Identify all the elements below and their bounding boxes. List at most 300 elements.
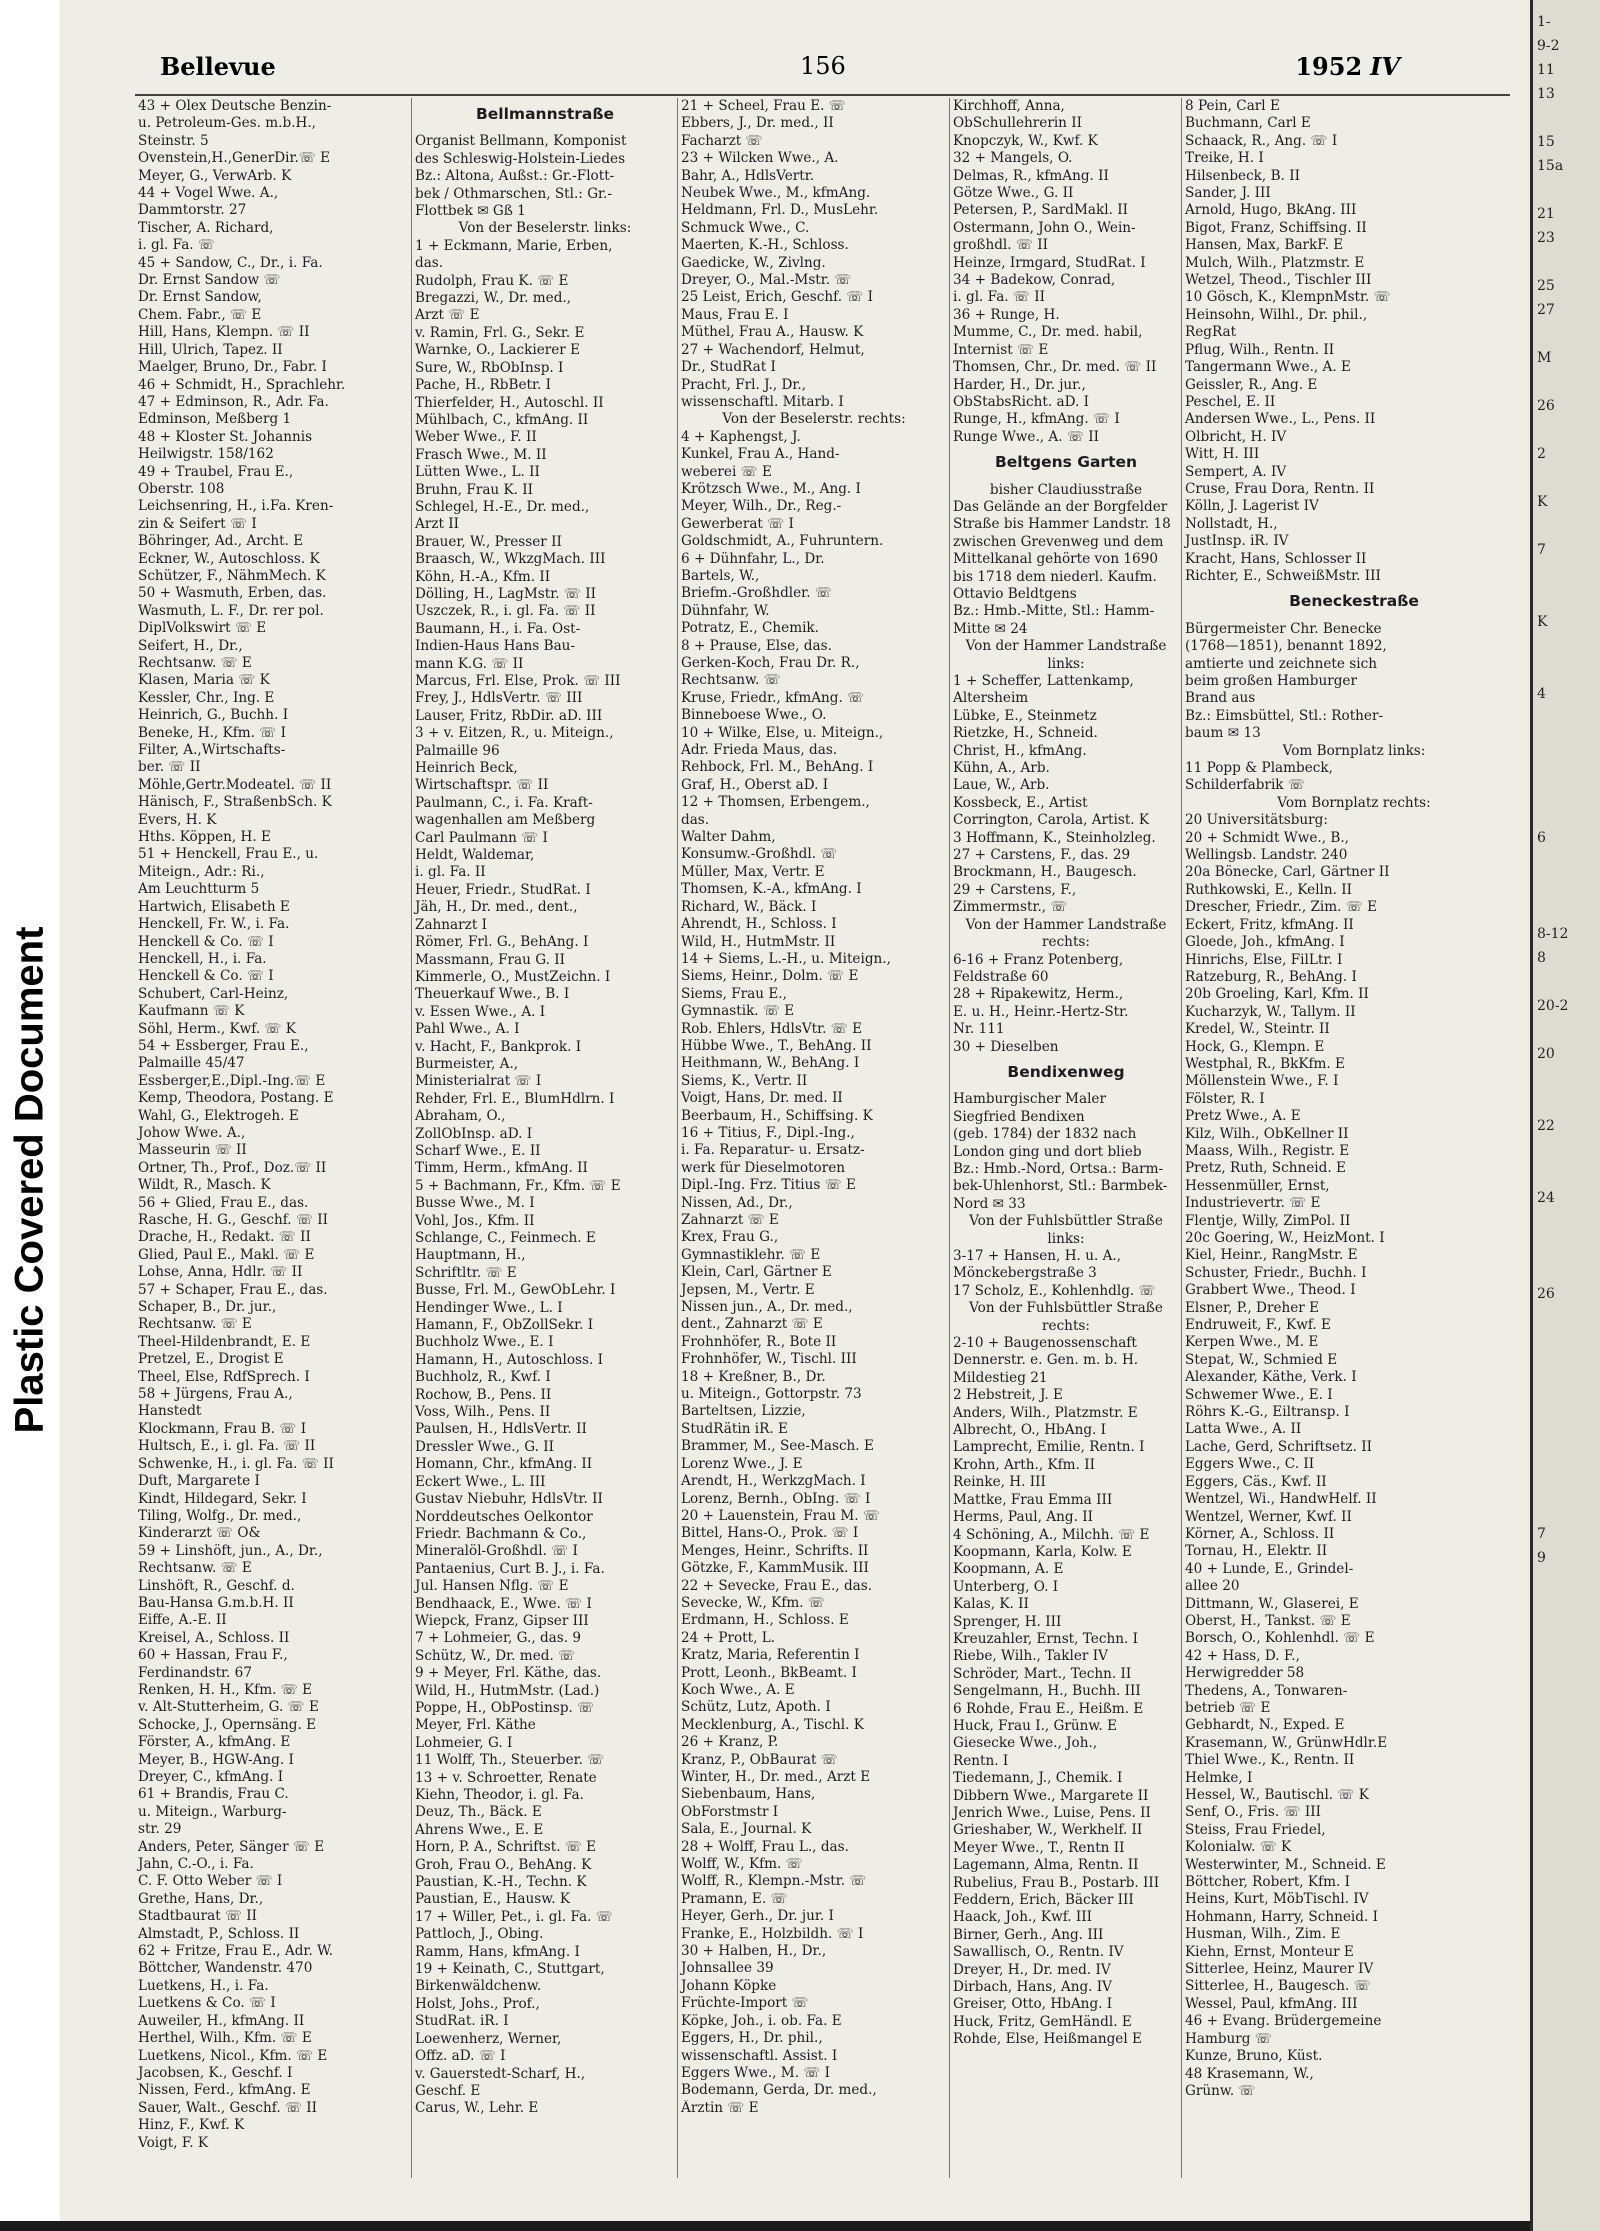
- margin-fragment: 7: [1537, 542, 1546, 558]
- street-heading: Beltgens Garten: [994, 454, 1138, 472]
- directory-entry: Arzt ☏ E: [415, 307, 480, 324]
- directory-entry: Luetkens & Co. ☏ I: [138, 1995, 276, 2012]
- directory-entry: Arnold, Hugo, BkAng. III: [1185, 202, 1357, 219]
- directory-entry: dent., Zahnarzt ☏ E: [681, 1316, 823, 1333]
- directory-entry: u. Miteign., Warburg-: [138, 1803, 287, 1820]
- directory-entry: 22 + Sevecke, Frau E., das.: [681, 1577, 873, 1594]
- directory-entry: Haack, Joh., Kwf. III: [953, 1909, 1092, 1926]
- directory-entry: Horn, P. A., Schriftst. ☏ E: [415, 1839, 597, 1856]
- directory-entry: Rietzke, H., Schneid.: [953, 725, 1098, 742]
- directory-entry: 3 Hoffmann, K., Steinholzleg.: [953, 829, 1156, 846]
- margin-fragment: [1533, 106, 1600, 130]
- directory-entry: 10 + Wilke, Else, u. Miteign.,: [681, 724, 884, 741]
- directory-entry: Harder, H., Dr. jur.,: [953, 376, 1086, 393]
- directory-entry: Kreuzahler, Ernst, Techn. I: [953, 1630, 1138, 1647]
- directory-entry: Walter Dahm,: [681, 829, 776, 846]
- directory-entry: 17 Scholz, E., Kohlenhdlg. ☏: [953, 1282, 1156, 1299]
- directory-entry: Jenrich Wwe., Luise, Pens. II: [953, 1805, 1151, 1821]
- directory-entry: Johow Wwe. A.,: [138, 1124, 246, 1141]
- directory-entry: Kirchhoff, Anna,: [953, 98, 1065, 114]
- directory-entry: Hths. Köppen, H. E: [138, 829, 271, 846]
- directory-entry: Bürgermeister Chr. Benecke: [1185, 620, 1382, 637]
- directory-entry: Miteign., Adr.: Ri.,: [138, 863, 265, 880]
- directory-entry: amtierte und zeichnete sich: [1185, 655, 1377, 672]
- directory-entry: Palmaille 45/47: [138, 1055, 245, 1072]
- directory-entry: Geissler, R., Ang. E: [1185, 376, 1318, 393]
- directory-entry: Reinke, H. III: [953, 1474, 1046, 1491]
- directory-entry: Kranz, P., ObBaurat ☏: [681, 1751, 838, 1768]
- directory-entry: Stepat, W., Schmied E: [1185, 1351, 1338, 1368]
- column-4: [949, 98, 1182, 2178]
- directory-entry: Henckell, H., i. Fa.: [138, 950, 267, 967]
- directory-entry: Grethe, Hans, Dr.,: [138, 1890, 264, 1907]
- directory-entry: rechts:: [1042, 934, 1090, 951]
- directory-entry: Ebbers, J., Dr. med., II: [681, 115, 834, 132]
- directory-entry: Rehder, Frl. E., BlumHdlrn. I: [415, 1090, 615, 1107]
- margin-fragment: [1533, 730, 1600, 754]
- directory-entry: Mecklenburg, A., Tischl. K: [681, 1716, 864, 1733]
- directory-entry: Huck, Frau I., Grünw. E: [953, 1717, 1118, 1734]
- directory-entry: Gloede, Joh., kfmAng. I: [1185, 934, 1345, 951]
- directory-entry: Möhle,Gertr.Modeatel. ☏ II: [138, 776, 332, 793]
- directory-entry: Steinstr. 5: [138, 132, 209, 149]
- directory-entry: Jul. Hansen Nflg. ☏ E: [415, 1578, 569, 1595]
- margin-fragment: 15: [1537, 134, 1555, 150]
- directory-entry: Prott, Leonh., BkBeamt. I: [681, 1664, 857, 1681]
- directory-entry: v. Hacht, F., Bankprok. I: [415, 1038, 582, 1055]
- directory-entry: 19 + Keinath, C., Stuttgart,: [415, 1961, 605, 1978]
- directory-entry: Ahrendt, H., Schloss. I: [681, 916, 837, 933]
- directory-entry: Cruse, Frau Dora, Rentn. II: [1185, 480, 1375, 497]
- directory-entry: Heuer, Friedr., StudRat. I: [415, 881, 591, 898]
- directory-entry: zin & Seifert ☏ I: [138, 515, 257, 532]
- directory-entry: v. Alt-Stutterheim, G. ☏ E: [138, 1699, 319, 1716]
- directory-entry: Goldschmidt, A., Fuhruntern.: [681, 533, 884, 550]
- directory-entry: Birkenwäldchenw.: [415, 1978, 542, 1995]
- directory-entry: Nord ✉ 33: [953, 1195, 1026, 1212]
- directory-entry: 4 + Kaphengst, J.: [681, 428, 801, 445]
- directory-entry: 5 + Bachmann, Fr., Kfm. ☏ E: [415, 1177, 621, 1194]
- margin-fragment: [1533, 970, 1600, 994]
- directory-entry: Vom Bornplatz links:: [1282, 742, 1426, 759]
- directory-entry: Barteltsen, Lizzie,: [681, 1403, 806, 1420]
- margin-fragment: [1533, 370, 1600, 394]
- directory-entry: Franke, E., Holzbildh. ☏ I: [681, 1925, 864, 1942]
- directory-entry: Hill, Ulrich, Tapez. II: [138, 341, 283, 358]
- directory-entry: Renken, H. H., Kfm. ☏ E: [138, 1681, 312, 1698]
- directory-entry: Auweiler, H., kfmAng. II: [138, 2012, 305, 2029]
- directory-entry: baum ✉ 13: [1185, 725, 1261, 742]
- directory-entry: 23 + Wilcken Wwe., A.: [681, 150, 839, 167]
- directory-entry: Meyer, B., HGW-Ang. I: [138, 1751, 294, 1768]
- directory-entry: Siegfried Bendixen: [953, 1108, 1085, 1125]
- directory-entry: Scharf Wwe., E. II: [415, 1142, 541, 1159]
- directory-entry: Johnsallee 39: [681, 1960, 774, 1977]
- directory-entry: Peschel, E. II: [1185, 393, 1276, 410]
- directory-entry: Krohn, Arth., Kfm. II: [953, 1456, 1095, 1473]
- directory-entry: Steiss, Frau Friedel,: [1185, 1821, 1326, 1838]
- directory-entry: Früchte-Import ☏: [681, 1995, 809, 2012]
- header-district: Bellevue: [160, 52, 276, 81]
- directory-entry: Marcus, Frl. Else, Prok. ☏ III: [415, 673, 621, 689]
- directory-entry: Palmaille 96: [415, 742, 500, 759]
- directory-entry: Endruweit, F., Kwf. E: [1185, 1317, 1331, 1334]
- directory-entry: 2 Hebstreit, J. E: [953, 1387, 1063, 1404]
- directory-entry: Burmeister, A.,: [415, 1055, 519, 1072]
- margin-fragment: [1533, 1426, 1600, 1450]
- directory-entry: Eggers Wwe., M. ☏ I: [681, 2064, 831, 2081]
- directory-entry: Dressler Wwe., G. II: [415, 1438, 554, 1455]
- directory-entry: Rehbock, Frl. M., BehAng. I: [681, 759, 874, 776]
- directory-entry: Delmas, R., kfmAng. II: [953, 167, 1109, 184]
- directory-entry: Gerken-Koch, Frau Dr. R.,: [681, 655, 860, 671]
- directory-entry: Hendinger Wwe., L. I: [415, 1299, 563, 1316]
- directory-entry: zwischen Grevenweg und dem: [953, 533, 1164, 550]
- directory-entry: 17 + Willer, Pet., i. gl. Fa. ☏: [415, 1908, 613, 1925]
- directory-entry: Grabbert Wwe., Theod. I: [1185, 1282, 1356, 1299]
- margin-fragment: [1533, 1330, 1600, 1354]
- directory-entry: Körner, A., Schloss. II: [1185, 1525, 1335, 1542]
- directory-entry: Siems, K., Vertr. II: [681, 1072, 808, 1089]
- directory-entry: Bendhaack, E., Wwe. ☏ I: [415, 1595, 592, 1612]
- directory-entry: Henckell, Fr. W., i. Fa.: [138, 916, 290, 933]
- column-5: [1181, 98, 1526, 2178]
- directory-entry: Rechtsanw. ☏ E: [138, 1560, 252, 1577]
- directory-entry: Gustav Niebuhr, HdlsVtr. II: [415, 1491, 603, 1508]
- directory-entry: Sander, J. III: [1185, 185, 1271, 202]
- margin-fragment: [1533, 778, 1600, 802]
- directory-entry: wissenschaftl. Mitarb. I: [681, 393, 844, 410]
- margin-fragment: 26: [1537, 398, 1555, 414]
- directory-entry: Rubelius, Frau B., Postarb. III: [953, 1874, 1160, 1891]
- directory-entry: Masseurin ☏ II: [138, 1142, 247, 1159]
- directory-entry: Husman, Wilh., Zim. E: [1185, 1926, 1341, 1943]
- directory-entry: Von der Fuhlsbüttler Straße: [969, 1300, 1163, 1317]
- directory-entry: Thomsen, Chr., Dr. med. ☏ II: [953, 359, 1157, 376]
- directory-entry: Dennerstr. e. Gen. m. b. H.: [953, 1352, 1139, 1369]
- directory-entry: Nissen, Ad., Dr.,: [681, 1194, 793, 1211]
- margin-fragment: [1533, 1018, 1600, 1042]
- directory-entry: Rechtsanw. ☏ E: [138, 655, 252, 671]
- directory-entry: 1 + Scheffer, Lattenkamp,: [953, 673, 1134, 689]
- directory-entry: Grieshaber, W., Werkhelf. II: [953, 1822, 1143, 1839]
- directory-entry: Kracht, Hans, Schlosser II: [1185, 550, 1367, 567]
- directory-entry: Sengelmann, H., Buchh. III: [953, 1683, 1141, 1700]
- directory-entry: Kerpen Wwe., M. E: [1185, 1334, 1319, 1351]
- margin-fragment: 22: [1537, 1118, 1555, 1134]
- directory-entry: Bz.: Altona, Außst.: Gr.-Flott-: [415, 168, 615, 185]
- directory-entry: Eckert Wwe., L. III: [415, 1473, 546, 1490]
- directory-entry: Hultsch, E., i. gl. Fa. ☏ II: [138, 1438, 316, 1455]
- directory-entry: Jepsen, M., Vertr. E: [681, 1281, 815, 1298]
- directory-entry: Schaack, R., Ang. ☏ I: [1185, 132, 1338, 149]
- directory-entry: Linshöft, R., Geschf. d.: [138, 1577, 295, 1594]
- directory-entry: 7 + Lohmeier, G., das. 9: [415, 1630, 582, 1647]
- directory-entry: Organist Bellmann, Komponist: [415, 133, 627, 150]
- directory-entry: Heldt, Waldemar,: [415, 847, 535, 864]
- directory-entry: Mildestieg 21: [953, 1369, 1048, 1386]
- directory-entry: Kessler, Chr., Ing. E: [138, 689, 275, 706]
- directory-entry: Frohnhöfer, R., Bote II: [681, 1333, 837, 1350]
- directory-entry: Pracht, Frl. J., Dr.,: [681, 376, 807, 393]
- directory-entry: Wellingsb. Landstr. 240: [1185, 847, 1348, 864]
- directory-entry: Mineralöl-Großhdl. ☏ I: [415, 1543, 578, 1560]
- directory-entry: Theel-Hildenbrandt, E. E: [138, 1333, 311, 1350]
- directory-entry: Gaedicke, W., Zivlng.: [681, 254, 826, 271]
- directory-entry: beim großen Hamburger: [1185, 673, 1357, 689]
- margin-fragment: 27: [1537, 302, 1555, 318]
- directory-entry: Dibbern Wwe., Margarete II: [953, 1787, 1149, 1804]
- directory-entry: wissenschaftl. Assist. I: [681, 2047, 838, 2064]
- directory-entry: Zimmermstr., ☏: [953, 899, 1068, 916]
- directory-entry: Zahnarzt I: [415, 916, 487, 933]
- directory-entry: Eiffe, A.-E. II: [138, 1612, 227, 1629]
- directory-entry: 61 + Brandis, Frau C.: [138, 1786, 289, 1803]
- directory-entry: E. u. H., Heinr.-Hertz-Str.: [953, 1003, 1129, 1020]
- directory-entry: Krex, Frau G.,: [681, 1229, 779, 1246]
- directory-entry: Helmke, I: [1185, 1769, 1253, 1786]
- directory-entry: Uszczek, R., i. gl. Fa. ☏ II: [415, 603, 596, 620]
- directory-entry: Lütten Wwe., L. II: [415, 464, 540, 481]
- directory-entry: Tiling, Wolfg., Dr. med.,: [138, 1507, 302, 1524]
- directory-entry: Ortner, Th., Prof., Doz.☏ II: [138, 1159, 327, 1176]
- margin-fragment: [1533, 1234, 1600, 1258]
- directory-entry: Latta Wwe., A. II: [1185, 1421, 1302, 1438]
- directory-entry: Paulmann, C., i. Fa. Kraft-: [415, 794, 593, 811]
- directory-entry: Menges, Heinr., Schrifts. II: [681, 1542, 869, 1559]
- directory-entry: Sauer, Walt., Geschf. ☏ II: [138, 2099, 318, 2116]
- directory-entry: Siems, Frau E.,: [681, 985, 787, 1002]
- directory-entry: Dr., StudRat I: [681, 359, 776, 376]
- directory-entry: 8 Pein, Carl E: [1185, 98, 1280, 114]
- directory-entry: Kühn, A., Arb.: [953, 760, 1050, 777]
- directory-entry: Klein, Carl, Gärtner E: [681, 1264, 832, 1281]
- margin-fragment: 13: [1537, 86, 1555, 102]
- directory-entry: Ministerialrat ☏ I: [415, 1073, 542, 1090]
- directory-entry: Koopmann, A. E: [953, 1561, 1064, 1578]
- directory-entry: Greiser, Otto, HbAng. I: [953, 1996, 1113, 2013]
- directory-entry: Zahnarzt ☏ E: [681, 1212, 779, 1228]
- directory-entry: Kimmerle, O., MustZeichn. I: [415, 968, 611, 985]
- directory-entry: Ärztin ☏ E: [681, 2099, 759, 2116]
- directory-entry: Nr. 111: [953, 1021, 1005, 1038]
- directory-entry: rechts:: [1042, 1317, 1090, 1334]
- directory-entry: Facharzt ☏: [681, 132, 763, 149]
- header-volume: IV: [1370, 52, 1400, 81]
- directory-entry: 20a Bönecke, Carl, Gärtner II: [1185, 864, 1390, 881]
- directory-entry: allee 20: [1185, 1578, 1240, 1595]
- directory-entry: Witt, H. III: [1185, 446, 1260, 463]
- directory-entry: 27 + Carstens, F., das. 29: [953, 847, 1131, 864]
- directory-entry: weberei ☏ E: [681, 463, 772, 480]
- directory-entry: Rasche, H. G., Geschf. ☏ II: [138, 1212, 329, 1228]
- directory-entry: ZollObInsp. aD. I: [415, 1125, 533, 1142]
- directory-entry: Groh, Frau O., BehAng. K: [415, 1856, 592, 1873]
- directory-entry: Frohnhöfer, W., Tischl. III: [681, 1351, 857, 1368]
- directory-entry: Wentzel, Wi., HandwHelf. II: [1185, 1491, 1377, 1508]
- directory-entry: Hanstedt: [138, 1403, 202, 1420]
- directory-entry: Dipl.-Ing. Frz. Titius ☏ E: [681, 1177, 856, 1194]
- directory-entry: Alexander, Käthe, Verk. I: [1185, 1369, 1357, 1386]
- directory-entry: Elsner, P., Dreher E: [1185, 1299, 1320, 1316]
- directory-entry: Winter, H., Dr. med., Arzt E: [681, 1769, 871, 1785]
- margin-fragment: 20: [1537, 1046, 1555, 1062]
- directory-entry: Kunkel, Frau A., Hand-: [681, 446, 840, 463]
- directory-entry: 49 + Traubel, Frau E.,: [138, 463, 294, 480]
- directory-entry: Lohmeier, G. I: [415, 1734, 513, 1751]
- margin-fragment: [1533, 418, 1600, 442]
- directory-entry: Thiel Wwe., K., Rentn. II: [1185, 1752, 1355, 1769]
- margin-fragment: [1533, 634, 1600, 658]
- directory-entry: 3 + v. Eitzen, R., u. Miteign.,: [415, 725, 614, 742]
- directory-entry: (geb. 1784) der 1832 nach: [953, 1126, 1137, 1143]
- margin-fragment: 8-12: [1537, 926, 1569, 942]
- directory-entry: Dreyer, H., Dr. med. IV: [953, 1961, 1111, 1978]
- directory-entry: Leichsenring, H., i.Fa. Kren-: [138, 498, 334, 515]
- directory-entry: Laue, W., Arb.: [953, 777, 1050, 794]
- directory-entry: Kaufmann ☏ K: [138, 1003, 245, 1020]
- directory-entry: bek-Uhlenhorst, Stl.: Barmbek-: [953, 1178, 1168, 1195]
- directory-entry: Herthel, Wilh., Kfm. ☏ E: [138, 2030, 312, 2047]
- directory-entry: Klockmann, Frau B. ☏ I: [138, 1420, 307, 1437]
- directory-entry: Von der Beselerstr. links:: [458, 220, 632, 237]
- directory-entry: Rechtsanw. ☏ E: [138, 1316, 252, 1333]
- directory-entry: Henckell & Co. ☏ I: [138, 968, 274, 985]
- directory-entry: Förster, A., kfmAng. E: [138, 1734, 291, 1751]
- directory-entry: Bigot, Franz, Schiffsing. II: [1185, 219, 1367, 236]
- directory-entry: Altersheim: [953, 690, 1029, 707]
- directory-entry: Heinrich Beck,: [415, 760, 518, 777]
- directory-entry: links:: [1047, 655, 1085, 672]
- directory-entry: Flottbek ✉ Gß 1: [415, 203, 526, 220]
- header-page-number: 156: [800, 52, 846, 80]
- directory-entry: Abraham, O.,: [415, 1108, 506, 1125]
- directory-entry: Weber Wwe., F. II: [415, 429, 537, 446]
- directory-entry: Sprenger, H. III: [953, 1613, 1062, 1630]
- directory-entry: Schützer, F., NähmMech. K: [138, 567, 326, 584]
- directory-entry: 51 + Henckell, Frau E., u.: [138, 846, 319, 863]
- directory-entry: 12 + Thomsen, Erbengem.,: [681, 794, 870, 811]
- directory-entry: Heinrich, G., Buchh. I: [138, 707, 289, 724]
- directory-entry: 57 + Schaper, Frau E., das.: [138, 1281, 328, 1298]
- directory-entry: Kolonialw. ☏ K: [1185, 1839, 1292, 1856]
- directory-entry: Bodemann, Gerda, Dr. med.,: [681, 2082, 877, 2099]
- directory-entry: Neubek Wwe., M., kfmAng.: [681, 185, 871, 202]
- directory-entry: Hamburgischer Maler: [953, 1091, 1106, 1108]
- directory-entry: (1768—1851), benannt 1892,: [1185, 638, 1387, 655]
- directory-entry: Bruhn, Frau K. II: [415, 481, 534, 498]
- directory-entry: Mittelkanal gehörte von 1690: [953, 551, 1159, 568]
- directory-entry: Hock, G., Klempn. E: [1185, 1038, 1325, 1055]
- margin-fragment: [1533, 322, 1600, 346]
- directory-entry: 14 + Siems, L.-H., u. Miteign.,: [681, 950, 891, 967]
- directory-entry: Arzt II: [415, 516, 460, 533]
- directory-entry: Evers, H. K: [138, 811, 217, 828]
- directory-entry: 20b Groeling, Karl, Kfm. II: [1185, 986, 1369, 1003]
- directory-entry: Beneke, H., Kfm. ☏ I: [138, 724, 286, 741]
- directory-entry: Kredel, W., Steintr. II: [1185, 1021, 1330, 1038]
- margin-fragment: [1533, 1402, 1600, 1426]
- directory-entry: Rochow, B., Pens. II: [415, 1386, 552, 1403]
- directory-entry: Flentje, Willy, ZimPol. II: [1185, 1212, 1351, 1229]
- directory-entry: Siebenbaum, Hans,: [681, 1786, 816, 1803]
- margin-fragment: [1533, 850, 1600, 874]
- directory-entry: 34 + Badekow, Conrad,: [953, 272, 1116, 289]
- directory-entry: Graf, H., Oberst aD. I: [681, 776, 829, 793]
- directory-entry: Adr. Frieda Maus, das.: [681, 742, 838, 759]
- directory-entry: Krasemann, W., GrünwHdlr.E: [1185, 1734, 1388, 1751]
- directory-entry: Sure, W., RbObInsp. I: [415, 359, 564, 376]
- directory-entry: Heldmann, Frl. D., MusLehr.: [681, 202, 879, 219]
- directory-entry: Bz.: Eimsbüttel, Stl.: Rother-: [1185, 707, 1384, 724]
- directory-entry: Christ, H., kfmAng.: [953, 742, 1087, 759]
- directory-entry: Buchholz Wwe., E. I: [415, 1334, 554, 1351]
- directory-entry: Tornau, H., Elektr. II: [1185, 1543, 1328, 1560]
- margin-fragment: [1533, 514, 1600, 538]
- directory-entry: Ostermann, John O., Wein-: [953, 219, 1136, 236]
- directory-entry: Brockmann, H., Baugesch.: [953, 864, 1137, 881]
- directory-entry: Schuster, Friedr., Buchh. I: [1185, 1264, 1367, 1281]
- directory-entry: 13 + v. Schroetter, Renate: [415, 1769, 597, 1786]
- directory-entry: StudRat. iR. I: [415, 2013, 509, 2030]
- margin-fragment: [1533, 1210, 1600, 1234]
- directory-entry: Feldstraße 60: [953, 968, 1049, 985]
- directory-entry: 16 + Titius, F., Dipl.-Ing.,: [681, 1124, 855, 1141]
- directory-entry: Ottavio Beldtgens: [953, 585, 1077, 602]
- directory-entry: Hinrichs, Else, FilLtr. I: [1185, 951, 1343, 968]
- directory-entry: Schubert, Carl-Heinz,: [138, 985, 289, 1002]
- directory-entry: 6 + Dühnfahr, L., Dr.: [681, 550, 825, 567]
- directory-entry: Kucharzyk, W., Tallym. II: [1185, 1003, 1356, 1020]
- margin-fragment: [1533, 1474, 1600, 1498]
- directory-entry: Krötzsch Wwe., M., Ang. I: [681, 480, 861, 497]
- directory-entry: Hessel, W., Bautischl. ☏ K: [1185, 1787, 1369, 1803]
- directory-entry: Theel, Else, RdfSprech. I: [138, 1368, 310, 1385]
- directory-entry: Holst, Johs., Prof.,: [415, 1995, 540, 2012]
- directory-entry: Brammer, M., See-Masch. E: [681, 1438, 874, 1455]
- directory-entry: Dittmann, W., Glaserei, E: [1185, 1595, 1359, 1612]
- directory-entry: Kemp, Theodora, Postang. E: [138, 1090, 334, 1107]
- directory-entry: Gewerberat ☏ I: [681, 515, 794, 532]
- directory-entry: Wirtschaftspr. ☏ II: [415, 777, 549, 794]
- directory-entry: Huck, Fritz, GemHändl. E: [953, 2013, 1132, 2030]
- directory-entry: Pramann, E. ☏: [681, 1890, 788, 1907]
- directory-entry: 58 + Jürgens, Frau A.,: [138, 1386, 293, 1403]
- directory-entry: Loewenherz, Werner,: [415, 2030, 562, 2047]
- directory-entry: Schwenke, H., i. gl. Fa. ☏ II: [138, 1455, 334, 1472]
- margin-fragment: [1533, 1090, 1600, 1114]
- directory-entry: Schocke, J., Opernsäng. E: [138, 1716, 317, 1733]
- directory-entry: Ratzeburg, R., BehAng. I: [1185, 968, 1357, 985]
- margin-fragment: [1533, 706, 1600, 730]
- directory-entry: 27 + Wachendorf, Helmut,: [681, 341, 865, 358]
- directory-entry: 40 + Lunde, E., Grindel-: [1185, 1560, 1354, 1577]
- directory-entry: Mühlbach, C., kfmAng. II: [415, 411, 589, 428]
- margin-fragment: [1533, 178, 1600, 202]
- directory-entry: Vom Bornplatz rechts:: [1277, 794, 1431, 811]
- directory-entry: Bz.: Hmb.-Nord, Ortsa.: Barm-: [953, 1160, 1164, 1177]
- directory-entry: Schmuck Wwe., C.: [681, 219, 810, 236]
- directory-entry: Bahr, A., HdlsVertr.: [681, 167, 815, 184]
- directory-entry: Rechtsanw. ☏: [681, 672, 781, 689]
- directory-entry: Tischer, A. Richard,: [138, 219, 274, 236]
- directory-entry: Maelger, Bruno, Dr., Fabr. I: [138, 359, 327, 376]
- directory-entry: Dölling, H., LagMstr. ☏ II: [415, 585, 596, 602]
- margin-fragment: 8: [1537, 950, 1546, 966]
- directory-entry: Kreisel, A., Schloss. II: [138, 1629, 290, 1646]
- directory-entry: 50 + Wasmuth, Erben, das.: [138, 585, 327, 602]
- directory-entry: Röhrs K.-G., Eiltransp. I: [1185, 1404, 1350, 1421]
